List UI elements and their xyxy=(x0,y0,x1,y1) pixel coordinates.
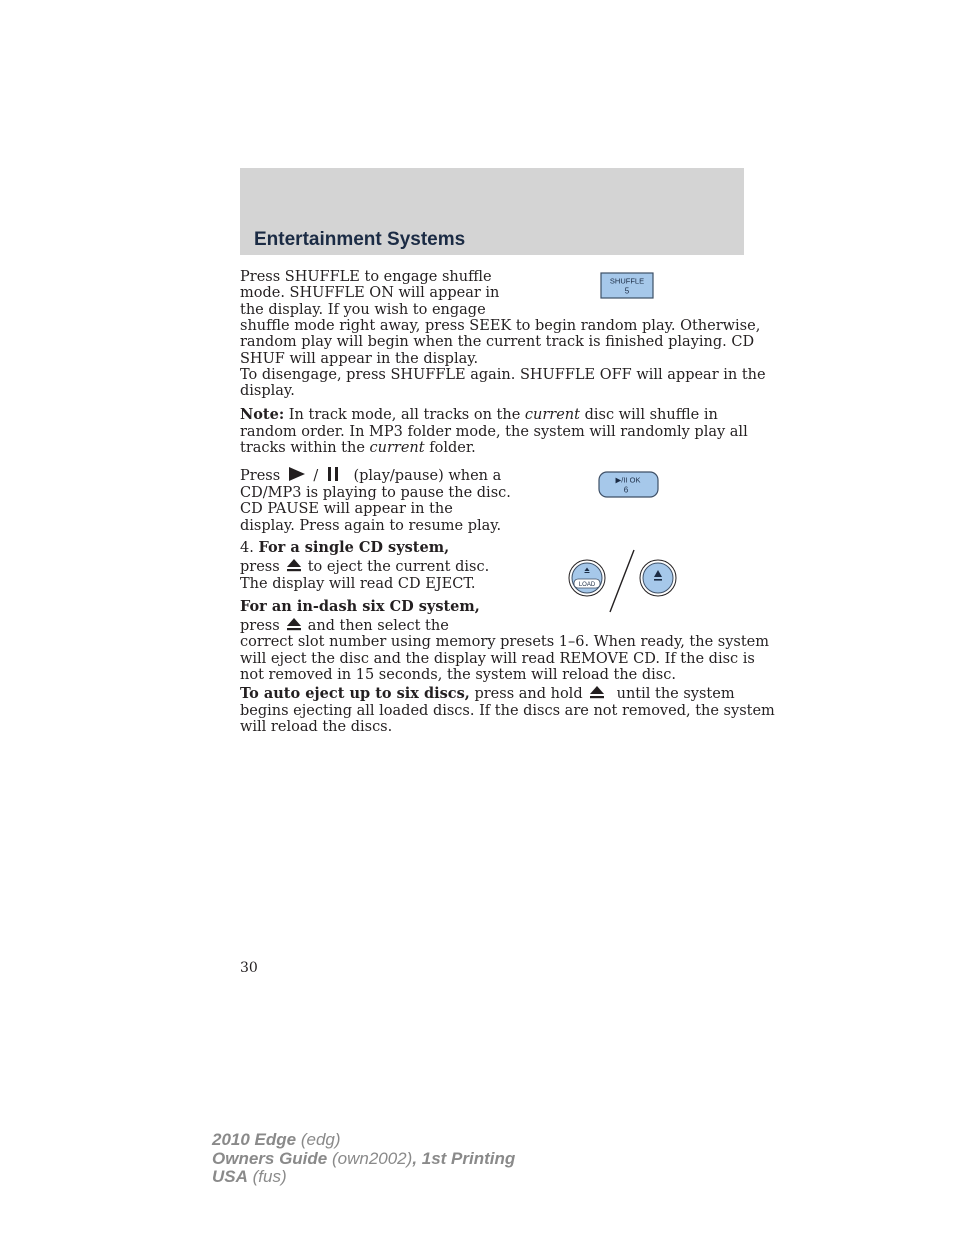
section-header-band xyxy=(240,168,744,255)
single-cd-line-2: The display will read CD EJECT. xyxy=(240,576,476,592)
auto-eject-line-3: will reload the discs. xyxy=(240,719,393,735)
single-cd-heading: For a single CD system, xyxy=(258,539,450,556)
play-icon xyxy=(287,466,307,482)
shuffle-line-5: random play will begin when the current track is finished playing. CD xyxy=(240,334,755,350)
note-line-2: random order. In MP3 folder mode, the system will randomly play all xyxy=(240,424,748,440)
footer-model: 2010 Edge xyxy=(212,1130,297,1149)
footer-guide: Owners Guide xyxy=(212,1148,328,1168)
shuffle-button-number: 5 xyxy=(624,286,630,296)
shuffle-button-label: SHUFFLE xyxy=(609,276,645,286)
eject-icon xyxy=(589,685,605,699)
section-title: Entertainment Systems xyxy=(254,229,466,250)
note-text-1a: In track mode, all tracks on the xyxy=(284,407,525,423)
note-emphasis-1: current xyxy=(524,407,580,423)
load-button-label: LOAD xyxy=(578,582,596,588)
six-cd-text-1b: and then select the xyxy=(307,618,449,634)
shuffle-line-7: To disengage, press SHUFFLE again. SHUFFLE OFF will appear in the xyxy=(240,367,766,383)
note-text-1b: disc will shuffle in xyxy=(579,407,718,423)
shuffle-line-6: SHUF will appear in the display. xyxy=(240,351,479,367)
shuffle-line-2: mode. SHUFFLE ON will appear in xyxy=(240,285,500,301)
six-cd-line-1 xyxy=(240,617,449,634)
single-cd-line-1 xyxy=(240,558,489,575)
eject-step-heading xyxy=(240,540,449,556)
playpause-separator: / xyxy=(313,468,319,484)
single-cd-text-1b: to eject the current disc. xyxy=(307,559,490,575)
step-number: 4. xyxy=(240,540,254,556)
auto-eject-heading: To auto eject up to six discs, xyxy=(240,685,470,702)
auto-eject-text-1b: until the system xyxy=(616,686,735,702)
eject-icon xyxy=(286,558,302,572)
playpause-line-1 xyxy=(240,466,501,484)
six-cd-line-3: will eject the disc and the display will read REMOVE CD. If the disc is xyxy=(240,651,755,667)
footer-printing: , 1st Printing xyxy=(412,1148,516,1168)
auto-eject-text-1a: press and hold xyxy=(469,686,583,702)
six-cd-line-4: not removed in 15 seconds, the system will reload the disc. xyxy=(240,667,676,683)
footer-guide-code: (own2002) xyxy=(327,1148,413,1168)
single-cd-text-1a: press xyxy=(240,559,280,575)
playpause-line-2: CD/MP3 is playing to pause the disc. xyxy=(240,485,511,501)
footer-line-3 xyxy=(212,1168,515,1187)
footer-region: USA xyxy=(212,1167,248,1186)
page-number: 30 xyxy=(240,960,258,976)
playpause-button-label: ▶/II OK xyxy=(615,475,641,485)
eject-buttons-illustration xyxy=(565,548,680,614)
auto-eject-line-2: begins ejecting all loaded discs. If the discs are not removed, the system xyxy=(240,703,775,719)
playpause-line-4: display. Press again to resume play. xyxy=(240,518,502,534)
shuffle-line-3: the display. If you wish to engage xyxy=(240,302,486,318)
document-footer xyxy=(212,1131,515,1187)
auto-eject-line-1 xyxy=(240,685,735,702)
playpause-text-1a: Press xyxy=(240,468,281,484)
note-label: Note: xyxy=(240,406,285,423)
playpause-button-illustration xyxy=(598,471,660,499)
playpause-button-number: 6 xyxy=(623,485,629,495)
note-text-3a: tracks within the xyxy=(240,440,370,456)
eject-icon xyxy=(286,617,302,631)
shuffle-line-4: shuffle mode right away, press SEEK to begin random play. Otherwise, xyxy=(240,318,761,334)
footer-model-code: (edg) xyxy=(296,1130,341,1149)
six-cd-heading: For an in-dash six CD system, xyxy=(240,598,480,615)
pause-icon xyxy=(325,466,341,482)
footer-region-code: (fus) xyxy=(247,1167,287,1186)
note-line-1 xyxy=(240,407,718,423)
shuffle-line-1: Press SHUFFLE to engage shuffle xyxy=(240,269,492,285)
six-cd-line-2: correct slot number using memory presets 1–6. When ready, the system xyxy=(240,634,770,650)
note-emphasis-2: current xyxy=(369,440,425,456)
note-line-3 xyxy=(240,440,476,456)
note-text-3b: folder. xyxy=(424,440,476,456)
playpause-line-3: CD PAUSE will appear in the xyxy=(240,501,453,517)
footer-line-1 xyxy=(212,1131,515,1150)
playpause-text-1b: (play/pause) when a xyxy=(353,468,502,484)
shuffle-button-illustration xyxy=(600,272,655,300)
footer-line-2 xyxy=(212,1150,515,1169)
shuffle-line-8: display. xyxy=(240,383,295,399)
six-cd-text-1a: press xyxy=(240,618,280,634)
